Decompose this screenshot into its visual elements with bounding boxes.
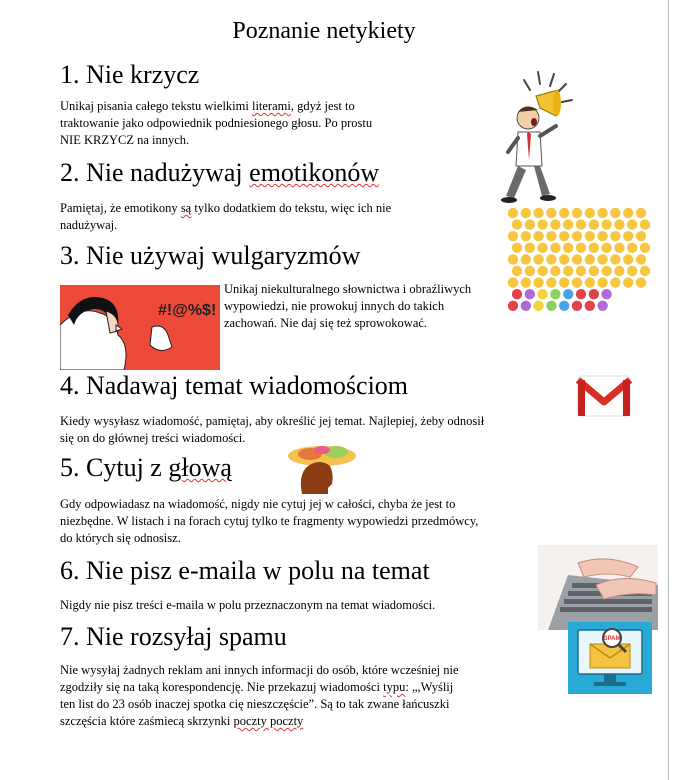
shouting-man-illustration	[496, 70, 581, 210]
smiley-emoji-icon	[576, 266, 586, 276]
spellcheck-mark: emotikonów	[249, 158, 380, 187]
spellcheck-mark: literami	[251, 99, 291, 113]
body-line: Kiedy wysyłasz wiadomość, pamiętaj, aby określić jej temat. Najlepiej, żeby odnosił	[60, 414, 485, 428]
smiley-emoji-icon	[614, 219, 624, 229]
smiley-emoji-icon	[533, 208, 543, 218]
smiley-emoji-icon	[597, 231, 607, 241]
smiley-emoji-icon	[533, 254, 543, 264]
heart-emoji-icon	[533, 301, 543, 311]
body-line: Pamiętaj, że emotikony są tylko dodatkiem do tekstu, więc ich nie	[60, 201, 392, 215]
smiley-emoji-icon	[585, 254, 595, 264]
angry-symbols-text: #!@%$!	[158, 302, 217, 319]
heart-emoji-icon	[546, 301, 556, 311]
heart-emoji-icon	[597, 301, 607, 311]
gmail-icon	[574, 372, 634, 422]
smiley-emoji-icon	[601, 219, 611, 229]
smiley-emoji-icon	[627, 219, 637, 229]
typing-hands-illustration	[538, 545, 658, 630]
angry-woman-illustration	[60, 285, 220, 370]
heart-emoji-icon	[508, 301, 518, 311]
heart-emoji-icon	[601, 289, 611, 299]
section-2-body	[60, 200, 391, 234]
smiley-emoji-icon	[623, 231, 633, 241]
smiley-emoji-icon	[623, 208, 633, 218]
smiley-emoji-icon	[525, 243, 535, 253]
smiley-emoji-icon	[533, 231, 543, 241]
heart-emoji-icon	[537, 289, 547, 299]
body-line: zachowań. Nie daj się też sprowokować.	[224, 316, 428, 330]
smiley-emoji-icon	[521, 277, 531, 287]
smiley-emoji-icon	[597, 254, 607, 264]
smiley-emoji-icon	[610, 208, 620, 218]
section-4-body	[60, 413, 484, 447]
smiley-emoji-icon	[521, 231, 531, 241]
heart-emoji-icon	[585, 301, 595, 311]
spam-mail-icon	[568, 622, 652, 694]
heart-emoji-icon	[589, 289, 599, 299]
smiley-emoji-icon	[636, 231, 646, 241]
smiley-emoji-icon	[589, 266, 599, 276]
smiley-emoji-icon	[508, 277, 518, 287]
spam-label-text: SPAM	[603, 636, 621, 642]
section-3-heading: 3. Nie używaj wulgaryzmów	[60, 241, 361, 270]
smiley-emoji-icon	[589, 243, 599, 253]
smiley-emoji-icon	[640, 219, 650, 229]
page-title: Poznanie netykiety	[232, 18, 416, 44]
smiley-emoji-icon	[563, 219, 573, 229]
smiley-emoji-icon	[559, 231, 569, 241]
smiley-emoji-icon	[572, 208, 582, 218]
smiley-emoji-icon	[559, 277, 569, 287]
section-1-body	[60, 98, 372, 149]
spellcheck-mark: głową	[168, 453, 232, 482]
smiley-emoji-icon	[533, 277, 543, 287]
smiley-emoji-icon	[563, 243, 573, 253]
emoji-grid-illustration	[505, 205, 655, 313]
smiley-emoji-icon	[572, 277, 582, 287]
section-2-heading: 2. Nie nadużywaj emotikonów	[60, 158, 380, 187]
body-line: Nigdy nie pisz treści e-maila w polu przeznaczonym na temat wiadomości.	[60, 598, 436, 612]
body-line: Unikaj pisania całego tekstu wielkimi literami, gdyż jest to	[60, 99, 355, 113]
section-7-body	[60, 662, 459, 730]
smiley-emoji-icon	[623, 277, 633, 287]
smiley-emoji-icon	[512, 243, 522, 253]
section-5-heading: 5. Cytuj z głową	[60, 453, 232, 482]
body-line: niezbędne. W listach i na forach cytuj tylko te fragmenty wypowiedzi przedmówcy,	[60, 514, 479, 528]
body-line: ten list do 23 osób inaczej spotka cię nieszczęście”. Są to tak zwane łańcuszki	[60, 697, 450, 711]
smiley-emoji-icon	[508, 231, 518, 241]
smiley-emoji-icon	[546, 254, 556, 264]
smiley-emoji-icon	[572, 254, 582, 264]
smiley-emoji-icon	[559, 254, 569, 264]
heart-emoji-icon	[576, 289, 586, 299]
spellcheck-mark: poczty poczty	[233, 714, 304, 728]
smiley-emoji-icon	[521, 208, 531, 218]
smiley-emoji-icon	[508, 254, 518, 264]
smiley-emoji-icon	[525, 266, 535, 276]
smiley-emoji-icon	[576, 219, 586, 229]
smiley-emoji-icon	[636, 254, 646, 264]
section-7-heading: 7. Nie rozsyłaj spamu	[60, 622, 287, 651]
smiley-emoji-icon	[546, 277, 556, 287]
smiley-emoji-icon	[550, 243, 560, 253]
body-line: Nie wysyłaj żadnych reklam ani innych informacji do osób, które wcześniej nie	[60, 663, 459, 677]
body-line: nadużywaj.	[60, 218, 118, 232]
section-1-heading: 1. Nie krzycz	[60, 60, 200, 89]
smiley-emoji-icon	[512, 219, 522, 229]
body-line: szczęścia które zaśmiecą skrzynki poczty poczty	[60, 714, 304, 728]
section-5-body	[60, 496, 478, 547]
section-4-heading: 4. Nadawaj temat wiadomościom	[60, 371, 409, 400]
body-line: Gdy odpowiadasz na wiadomość, nigdy nie cytuj jej w całości, chyba że jest to	[60, 497, 456, 511]
smiley-emoji-icon	[576, 243, 586, 253]
body-line: Unikaj niekulturalnego słownictwa i obraźliwych	[224, 282, 472, 296]
heart-emoji-icon	[550, 289, 560, 299]
smiley-emoji-icon	[597, 277, 607, 287]
heart-emoji-icon	[563, 289, 573, 299]
smiley-emoji-icon	[559, 208, 569, 218]
smiley-emoji-icon	[546, 208, 556, 218]
heart-emoji-icon	[572, 301, 582, 311]
smiley-emoji-icon	[585, 231, 595, 241]
smiley-emoji-icon	[537, 219, 547, 229]
smiley-emoji-icon	[550, 219, 560, 229]
spellcheck-mark: są	[180, 201, 192, 215]
smiley-emoji-icon	[521, 254, 531, 264]
smiley-emoji-icon	[585, 208, 595, 218]
smiley-emoji-icon	[537, 266, 547, 276]
head-thoughts-illustration	[286, 444, 358, 496]
smiley-emoji-icon	[601, 266, 611, 276]
smiley-emoji-icon	[640, 266, 650, 276]
heart-emoji-icon	[512, 289, 522, 299]
smiley-emoji-icon	[601, 243, 611, 253]
body-line: NIE KRZYCZ na innych.	[60, 133, 190, 147]
smiley-emoji-icon	[610, 231, 620, 241]
smiley-emoji-icon	[572, 231, 582, 241]
smiley-emoji-icon	[589, 219, 599, 229]
smiley-emoji-icon	[563, 266, 573, 276]
smiley-emoji-icon	[546, 231, 556, 241]
smiley-emoji-icon	[614, 243, 624, 253]
body-line: do których się odnosisz.	[60, 531, 181, 545]
smiley-emoji-icon	[585, 277, 595, 287]
smiley-emoji-icon	[508, 208, 518, 218]
smiley-emoji-icon	[636, 277, 646, 287]
smiley-emoji-icon	[640, 243, 650, 253]
smiley-emoji-icon	[537, 243, 547, 253]
section-3-body	[224, 281, 471, 332]
smiley-emoji-icon	[610, 277, 620, 287]
smiley-emoji-icon	[525, 219, 535, 229]
smiley-emoji-icon	[627, 243, 637, 253]
smiley-emoji-icon	[610, 254, 620, 264]
body-line: się on do głównej treści wiadomości.	[60, 431, 246, 445]
smiley-emoji-icon	[614, 266, 624, 276]
spellcheck-mark: typu	[383, 680, 406, 694]
smiley-emoji-icon	[550, 266, 560, 276]
heart-emoji-icon	[559, 301, 569, 311]
smiley-emoji-icon	[623, 254, 633, 264]
page-edge	[668, 0, 669, 780]
heart-emoji-icon	[525, 289, 535, 299]
smiley-emoji-icon	[512, 266, 522, 276]
section-6-body	[60, 597, 435, 614]
body-line: wypowiedzi, nie prowokuj innych do takich	[224, 299, 445, 313]
section-6-heading: 6. Nie pisz e-maila w polu na temat	[60, 556, 430, 585]
body-line: traktowanie jako odpowiednik podniesionego głosu. Po prostu	[60, 116, 373, 130]
smiley-emoji-icon	[636, 208, 646, 218]
heart-emoji-icon	[521, 301, 531, 311]
body-line: zgodziły się na taką korespondencję. Nie przekazuj wiadomości typu: „,Wyślij	[60, 680, 454, 694]
smiley-emoji-icon	[597, 208, 607, 218]
smiley-emoji-icon	[627, 266, 637, 276]
